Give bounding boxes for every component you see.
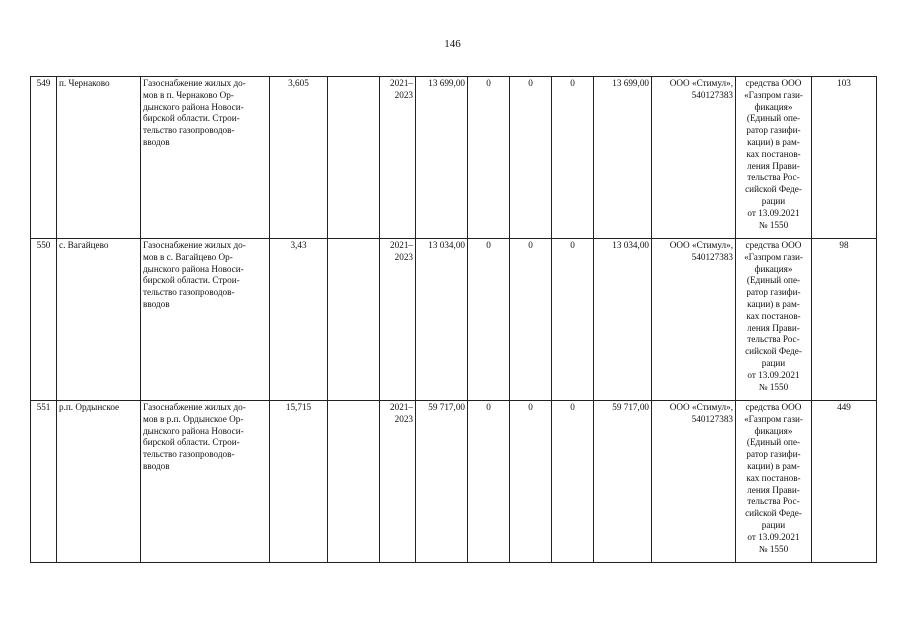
description-cell-line: вводов: [143, 298, 170, 309]
funding-cell-1: 0: [468, 401, 510, 563]
table-row: [31, 77, 877, 239]
funding-source-cell-line: от 13.09.2021: [747, 531, 800, 542]
table-row: [31, 401, 877, 563]
funding-source-cell-line: ления Прави-: [747, 484, 800, 495]
settlement-cell: р.п. Ордынское: [57, 401, 141, 563]
funding-source-cell-line: № 1550: [758, 543, 789, 554]
funding-source-cell: [736, 239, 812, 401]
period-cell-line: 2023: [394, 89, 413, 100]
period-cell-line: 2021–: [390, 402, 413, 412]
funding-source-cell-line: тельства Рос-: [747, 496, 800, 507]
funding-source-cell-line: кации) в рам-: [747, 460, 800, 471]
description-cell-line: дынского района Новоси-: [143, 425, 244, 436]
description-cell-line: Газоснабжение жилых до-: [143, 240, 246, 250]
funding-source-cell-line: сийской Феде-: [745, 184, 802, 195]
funding-source-cell-line: фикация»: [754, 263, 793, 274]
funding-source-cell-line: ления Прави-: [747, 160, 800, 171]
description-cell: [141, 401, 270, 563]
description-cell-line: бирской области. Строи-: [143, 113, 240, 124]
executor-cell-line: ООО «Стимул»,: [669, 240, 733, 250]
description-cell-line: Газоснабжение жилых до-: [143, 78, 246, 88]
funding-source-cell-line: средства ООО: [745, 402, 802, 412]
funding-source-cell-line: ках постанов-: [746, 310, 801, 321]
description-cell-line: мов в с. Вагайцево Ор-: [143, 251, 233, 262]
description-cell-line: мов в п. Чернаково Ор-: [143, 89, 234, 100]
funding-cell-2: 0: [510, 77, 552, 239]
funding-sum-cell: 59 717,00: [594, 401, 652, 563]
length-cell: 3,43: [270, 239, 328, 401]
period-cell-line: 2021–: [390, 240, 413, 250]
page-number: 146: [444, 38, 461, 50]
funding-source-cell-line: от 13.09.2021: [747, 369, 800, 380]
description-cell-line: дынского района Новоси-: [143, 101, 244, 112]
funding-source-cell-line: (Единый опе-: [746, 275, 801, 286]
executor-cell-line: 540127383: [691, 89, 733, 100]
funding-source-cell-line: фикация»: [754, 425, 793, 436]
description-cell: [141, 77, 270, 239]
count-cell: 98: [812, 239, 877, 401]
row-number-cell: 551: [31, 401, 57, 563]
funding-source-cell-line: «Газпром гази-: [744, 413, 803, 424]
funding-source-cell-line: ратор газифи-: [746, 287, 801, 298]
description-cell-line: тельство газопроводов-: [143, 125, 235, 136]
funding-source-cell-line: ления Прави-: [747, 322, 800, 333]
funding-source-cell: [736, 77, 812, 239]
length-cell: 3,605: [270, 77, 328, 239]
total-cost-cell: 59 717,00: [416, 401, 468, 563]
funding-source-cell-line: сийской Феде-: [745, 508, 802, 519]
description-cell-line: вводов: [143, 460, 170, 471]
funding-sum-cell: 13 034,00: [594, 239, 652, 401]
period-cell-line: 2023: [394, 413, 413, 424]
executor-cell-line: 540127383: [691, 251, 733, 262]
funding-cell-2: 0: [510, 401, 552, 563]
executor-cell: [652, 77, 736, 239]
empty-cell: [328, 239, 380, 401]
length-cell: 15,715: [270, 401, 328, 563]
gasification-table: [30, 76, 877, 563]
settlement-cell: п. Чернаково: [57, 77, 141, 239]
funding-source-cell: [736, 401, 812, 563]
description-cell-line: мов в р.п. Ордынское Ор-: [143, 413, 244, 424]
funding-source-cell-line: (Единый опе-: [746, 113, 801, 124]
funding-source-cell-line: средства ООО: [745, 78, 802, 88]
row-number-cell: 550: [31, 239, 57, 401]
row-number-cell: 549: [31, 77, 57, 239]
funding-source-cell-line: тельства Рос-: [747, 334, 800, 345]
executor-cell: [652, 401, 736, 563]
executor-cell: [652, 239, 736, 401]
funding-cell-1: 0: [468, 77, 510, 239]
funding-source-cell-line: от 13.09.2021: [747, 207, 800, 218]
funding-source-cell-line: кации) в рам-: [747, 136, 800, 147]
description-cell-line: вводов: [143, 136, 170, 147]
funding-source-cell-line: сийской Феде-: [745, 346, 802, 357]
funding-source-cell-line: средства ООО: [745, 240, 802, 250]
funding-source-cell-line: фикация»: [754, 101, 793, 112]
description-cell-line: тельство газопроводов-: [143, 449, 235, 460]
count-cell: 449: [812, 401, 877, 563]
total-cost-cell: 13 034,00: [416, 239, 468, 401]
settlement-cell: с. Вагайцево: [57, 239, 141, 401]
executor-cell-line: 540127383: [691, 413, 733, 424]
funding-source-cell-line: «Газпром гази-: [744, 251, 803, 262]
funding-source-cell-line: ках постанов-: [746, 148, 801, 159]
funding-source-cell-line: ратор газифи-: [746, 125, 801, 136]
total-cost-cell: 13 699,00: [416, 77, 468, 239]
funding-source-cell-line: (Единый опе-: [746, 437, 801, 448]
funding-source-cell-line: рации: [761, 195, 786, 206]
funding-cell-2: 0: [510, 239, 552, 401]
funding-source-cell-line: ратор газифи-: [746, 449, 801, 460]
description-cell: [141, 239, 270, 401]
funding-sum-cell: 13 699,00: [594, 77, 652, 239]
executor-cell-line: ООО «Стимул»,: [669, 402, 733, 412]
period-cell: [380, 401, 416, 563]
period-cell-line: 2021–: [390, 78, 413, 88]
period-cell: [380, 239, 416, 401]
description-cell-line: бирской области. Строи-: [143, 437, 240, 448]
funding-source-cell-line: № 1550: [758, 219, 789, 230]
description-cell-line: дынского района Новоси-: [143, 263, 244, 274]
description-cell-line: тельство газопроводов-: [143, 287, 235, 298]
count-cell: 103: [812, 77, 877, 239]
description-cell-line: бирской области. Строи-: [143, 275, 240, 286]
funding-cell-3: 0: [552, 239, 594, 401]
funding-source-cell-line: тельства Рос-: [747, 172, 800, 183]
period-cell-line: 2023: [394, 251, 413, 262]
funding-cell-3: 0: [552, 77, 594, 239]
funding-cell-1: 0: [468, 239, 510, 401]
table-row: [31, 239, 877, 401]
funding-cell-3: 0: [552, 401, 594, 563]
funding-source-cell-line: ках постанов-: [746, 472, 801, 483]
empty-cell: [328, 77, 380, 239]
funding-source-cell-line: «Газпром гази-: [744, 89, 803, 100]
empty-cell: [328, 401, 380, 563]
description-cell-line: Газоснабжение жилых до-: [143, 402, 246, 412]
funding-source-cell-line: рации: [761, 357, 786, 368]
funding-source-cell-line: рации: [761, 519, 786, 530]
executor-cell-line: ООО «Стимул»,: [669, 78, 733, 88]
funding-source-cell-line: № 1550: [758, 381, 789, 392]
funding-source-cell-line: кации) в рам-: [747, 298, 800, 309]
period-cell: [380, 77, 416, 239]
